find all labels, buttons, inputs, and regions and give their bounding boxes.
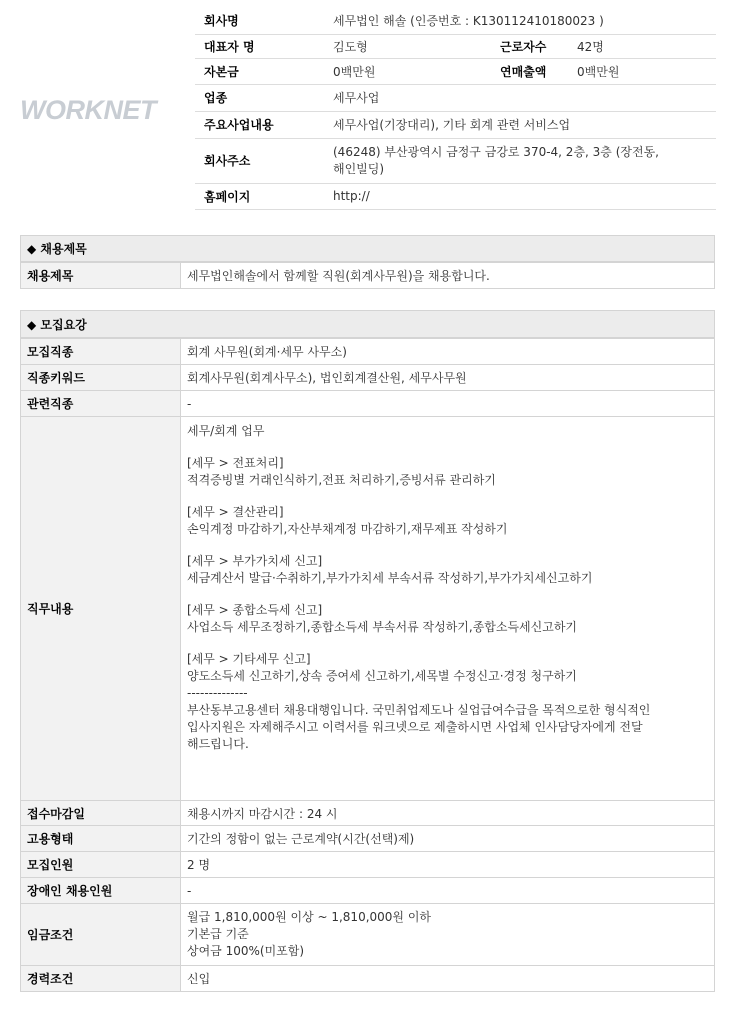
deadline-value: 채용시까지 마감시간 : 24 시 (181, 801, 715, 826)
address-value (324, 138, 716, 183)
wage-line-2: 기본급 기준 (187, 927, 249, 941)
address-label: 회사주소 (195, 138, 324, 183)
duty-intro-block (187, 423, 708, 440)
ceo-label: 대표자 명 (195, 34, 324, 58)
recruit-row-headcount (21, 852, 715, 878)
emptype-label: 고용형태 (21, 826, 181, 852)
sales-value: 0백만원 (568, 58, 716, 84)
wage-line-1: 월급 1,810,000원 이상 ~ 1,810,000원 이하 (187, 910, 432, 924)
headcount-label: 모집인원 (21, 852, 181, 878)
homepage-label: 홈페이지 (195, 183, 324, 209)
company-row-address (195, 138, 716, 183)
capital-label: 자본금 (195, 58, 324, 84)
keyword-value: 회계사무원(회계사무소), 법인회계결산원, 세무사무원 (181, 365, 715, 391)
duty-block-body: 사업소득 세무조정하기,종합소득세 부속서류 작성하기,종합소득세신고하기 (187, 620, 578, 634)
address-line-1: (46248) 부산광역시 금정구 금강로 370-4, 2층, 3층 (장전동, (333, 144, 659, 159)
duty-note-line-2: 입사지원은 자제해주시고 이력서를 워크넷으로 제출하시면 사업체 인사담당자에게 전달 (187, 720, 643, 734)
duty-block-1 (187, 455, 708, 489)
company-row-business (195, 111, 716, 138)
address-line-2: 해인빌딩) (333, 161, 385, 176)
recruit-row-emptype (21, 826, 715, 852)
recruit-row-job (21, 339, 715, 365)
employees-label: 근로자수 (491, 34, 568, 58)
company-row-ceo (195, 34, 716, 58)
headcount-value: 2 명 (181, 852, 715, 878)
duty-note-line-3: 해드립니다. (187, 737, 249, 751)
duty-note-line-1: 부산동부고용센터 채용대행입니다. 국민취업제도나 실업급여수급을 목적으로한 형식적인 (187, 703, 651, 717)
title-section-heading: ◆ 채용제목 (20, 235, 715, 262)
company-info-table (195, 7, 716, 210)
related-value: - (181, 391, 715, 417)
company-name-label: 회사명 (195, 7, 324, 34)
recruit-row-related (21, 391, 715, 417)
homepage-link[interactable]: http:// (324, 183, 716, 209)
duty-block-body: 양도소득세 신고하기,상속 증여세 신고하기,세목별 수정신고·경정 청구하기 (187, 669, 577, 683)
employees-value: 42명 (568, 34, 716, 58)
recruit-table (20, 338, 715, 992)
business-label: 주요사업내용 (195, 111, 324, 138)
wage-value (181, 904, 715, 966)
recruit-section-heading: ◆ 모집요강 (20, 310, 715, 338)
keyword-label: 직종키워드 (21, 365, 181, 391)
duty-block-5 (187, 651, 708, 753)
emptype-value: 기간의 정함이 없는 근로계약(시간(선택)제) (181, 826, 715, 852)
recruit-row-duty (21, 417, 715, 801)
company-row-homepage (195, 183, 716, 209)
recruit-row-disabled (21, 878, 715, 904)
duty-block-body: 적격증빙별 거래인식하기,전표 처리하기,증빙서류 관리하기 (187, 473, 496, 487)
recruit-row-keyword (21, 365, 715, 391)
deadline-label: 접수마감일 (21, 801, 181, 826)
title-value: 세무법인해솔에서 함께할 직원(회계사무원)을 채용합니다. (181, 263, 715, 289)
wage-label: 임금조건 (21, 904, 181, 966)
recruit-row-deadline (21, 801, 715, 826)
title-label: 채용제목 (21, 263, 181, 289)
capital-value: 0백만원 (324, 58, 491, 84)
company-row-name (195, 7, 716, 34)
disabled-label: 장애인 채용인원 (21, 878, 181, 904)
business-value: 세무사업(기장대리), 기타 회계 관련 서비스업 (324, 111, 716, 138)
career-value: 신입 (181, 966, 715, 992)
industry-label: 업종 (195, 84, 324, 111)
title-table (20, 262, 715, 289)
title-row (21, 263, 715, 289)
duty-block-heading: [세무 > 종합소득세 신고] (187, 603, 323, 617)
duty-block-3 (187, 553, 708, 587)
title-section (20, 235, 715, 289)
related-label: 관련직종 (21, 391, 181, 417)
duty-content (181, 417, 715, 801)
duty-block-heading: [세무 > 결산관리] (187, 505, 284, 519)
job-value: 회계 사무원(회계·세무 사무소) (181, 339, 715, 365)
recruit-row-wage (21, 904, 715, 966)
recruit-section (20, 310, 715, 992)
disabled-value: - (181, 878, 715, 904)
duty-divider: -------------- (187, 686, 248, 700)
duty-block-2 (187, 504, 708, 538)
duty-block-4 (187, 602, 708, 636)
company-row-capital (195, 58, 716, 84)
duty-block-heading: [세무 > 기타세무 신고] (187, 652, 311, 666)
recruit-row-career (21, 966, 715, 992)
duty-block-heading: [세무 > 부가가치세 신고] (187, 554, 323, 568)
duty-label: 직무내용 (21, 417, 181, 801)
duty-block-heading: [세무 > 전표처리] (187, 456, 284, 470)
company-row-industry (195, 84, 716, 111)
duty-intro: 세무/회계 업무 (187, 424, 265, 438)
career-label: 경력조건 (21, 966, 181, 992)
duty-block-body: 손익계정 마감하기,자산부채계정 마감하기,재무제표 작성하기 (187, 522, 508, 536)
ceo-value: 김도형 (324, 34, 491, 58)
job-label: 모집직종 (21, 339, 181, 365)
duty-block-body: 세금계산서 발급·수취하기,부가가치세 부속서류 작성하기,부가가치세신고하기 (187, 571, 593, 585)
company-name-value: 세무법인 해솔 (인증번호 : K130112410180023 ) (324, 7, 716, 34)
industry-value: 세무사업 (324, 84, 716, 111)
logo-text: WORKNET (20, 95, 156, 125)
sales-label: 연매출액 (491, 58, 568, 84)
wage-line-3: 상여금 100%(미포함) (187, 944, 305, 958)
worknet-logo (20, 95, 180, 135)
